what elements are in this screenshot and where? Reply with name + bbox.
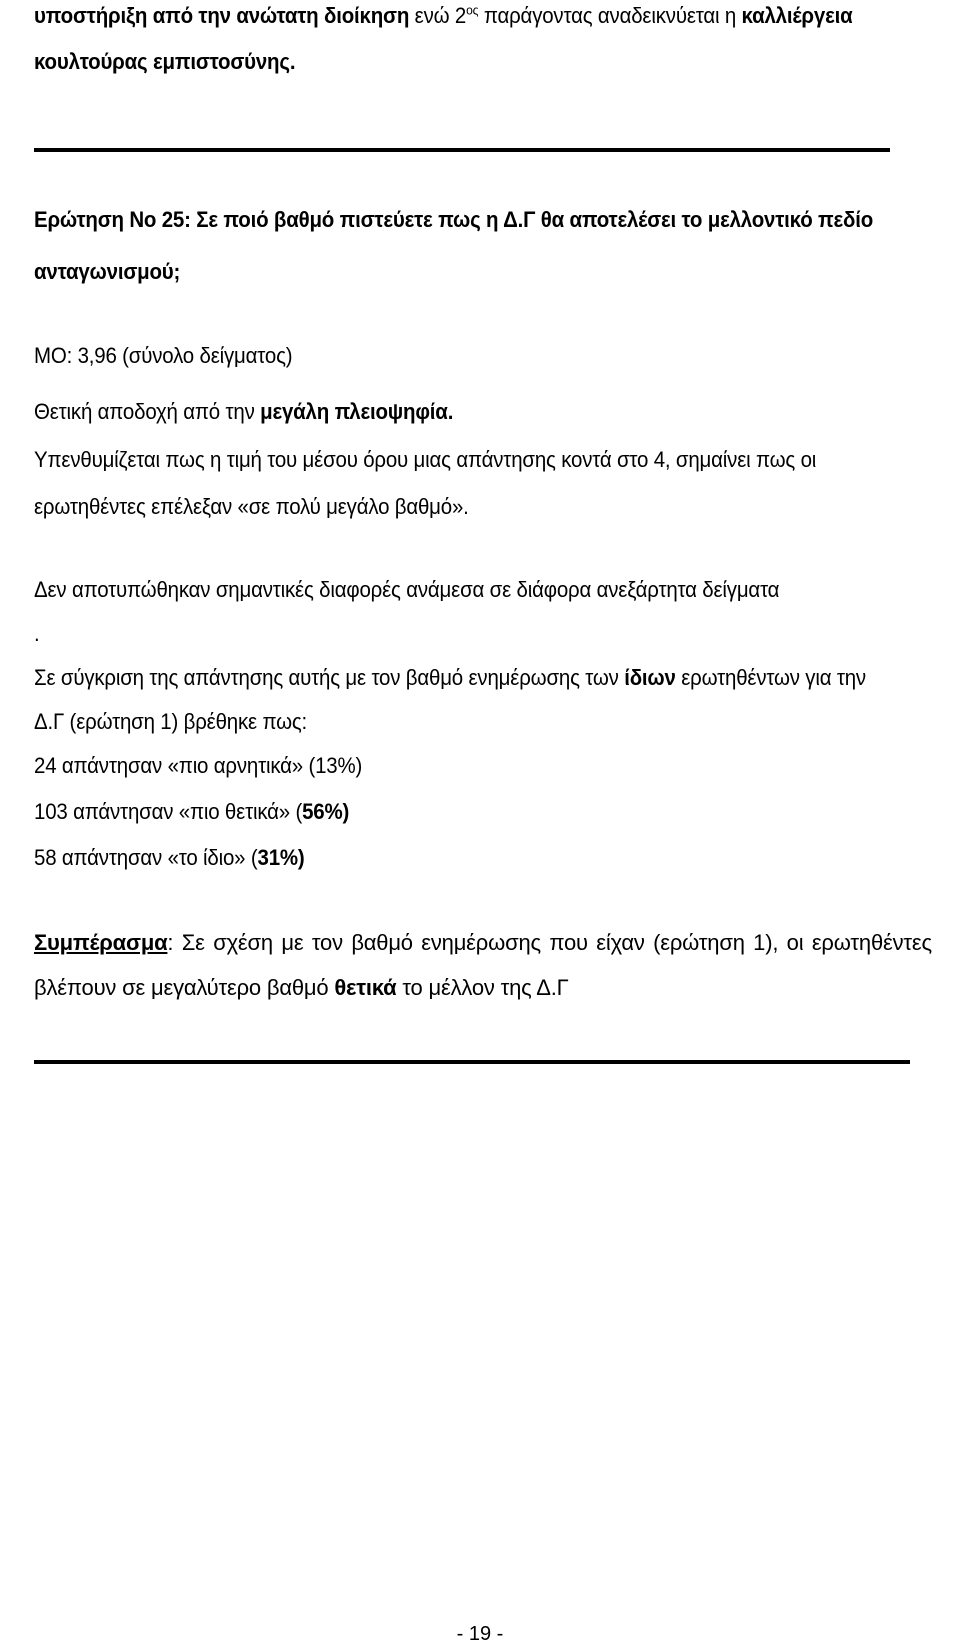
mean-score: ΜΟ: 3,96 (σύνολο δείγματος): [34, 343, 293, 368]
conclusion-word: τον: [311, 930, 343, 955]
differences-line-1: Δεν αποτυπώθηκαν σημαντικές διαφορές ανάμεσα σε διάφορα ανεξάρτητα δείγματα: [34, 577, 780, 602]
horizontal-rule-top: [34, 148, 890, 152]
comparison-bold: ίδιων: [624, 665, 676, 690]
question-line-2: ανταγωνισμού;: [34, 259, 181, 284]
intro-text-2: παράγοντας αναδεικνύεται η: [478, 3, 742, 28]
acceptance-line: [34, 398, 453, 426]
conclusion-word: :: [167, 930, 174, 955]
intro-line-2: κουλτούρας εμπιστοσύνης.: [34, 49, 296, 74]
comparison-text-2: ερωτηθέντων για την: [675, 665, 866, 690]
answer-text: 103 απάντησαν «πιο θετικά» (: [34, 799, 303, 824]
intro-bold-text-2: καλλιέργεια: [741, 3, 853, 28]
acceptance-bold: μεγάλη πλειοψηφία.: [260, 399, 454, 424]
conclusion-label: Συμπέρασμα: [34, 930, 168, 955]
conclusion-word: (ερώτηση: [653, 930, 745, 955]
intro-line-1: [34, 2, 853, 30]
conclusion-text: βλέπουν σε μεγαλύτερο βαθμό: [34, 975, 335, 1000]
conclusion-word: ερωτηθέντες: [811, 930, 932, 955]
reminder-line-1: Υπενθυμίζεται πως η τιμή του μέσου όρου μιας απάντησης κοντά στο 4, σημαίνει πως οι: [34, 447, 817, 472]
conclusion-word: βαθμό: [351, 930, 413, 955]
conclusion-label-group: [34, 929, 173, 957]
intro-bold-text: υποστήριξη από την ανώτατη διοίκηση: [34, 3, 410, 28]
question-line-1: Ερώτηση Νο 25: Σε ποιό βαθμό πιστεύετε πως η Δ.Γ θα αποτελέσει το μελλοντικό πεδίο: [34, 207, 874, 232]
conclusion-word: ενημέρωσης: [421, 930, 541, 955]
answer-text: 24 απάντησαν «πιο αρνητικά» (13%): [34, 753, 363, 778]
conclusion-word: 1),: [753, 930, 779, 955]
conclusion-text-2: το μέλλον της Δ.Γ: [396, 975, 569, 1000]
ordinal-suffix: ος: [466, 2, 479, 18]
conclusion-word: Σε: [181, 930, 205, 955]
intro-text: ενώ 2: [409, 3, 467, 28]
conclusion-word: οι: [786, 930, 804, 955]
reminder-line-2: ερωτηθέντες επέλεξαν «σε πολύ μεγάλο βαθμό».: [34, 494, 469, 519]
answer-text: 58 απάντησαν «το ίδιο» (: [34, 845, 258, 870]
answer-item: [34, 844, 305, 872]
acceptance-text: Θετική αποδοχή από την: [34, 399, 261, 424]
comparison-line-2: Δ.Γ (ερώτηση 1) βρέθηκε πως:: [34, 709, 308, 734]
answer-bold: 31%): [257, 845, 305, 870]
page-number: - 19 -: [456, 1623, 504, 1645]
conclusion-bold: θετικά: [334, 975, 397, 1000]
conclusion-line-1: [34, 929, 932, 957]
answer-item: [34, 752, 362, 780]
conclusion-word: με: [281, 930, 304, 955]
answer-bold: 56%): [302, 799, 350, 824]
conclusion-word: είχαν: [596, 930, 645, 955]
answer-item: [34, 798, 349, 826]
comparison-text: Σε σύγκριση της απάντησης αυτής με τον βαθμό ενημέρωσης των: [34, 665, 625, 690]
differences-line-2: .: [34, 621, 40, 646]
comparison-line-1: [34, 664, 866, 692]
conclusion-line-2: [34, 974, 569, 1002]
horizontal-rule-bottom: [34, 1060, 910, 1064]
conclusion-word: σχέση: [213, 930, 273, 955]
conclusion-word: που: [549, 930, 588, 955]
